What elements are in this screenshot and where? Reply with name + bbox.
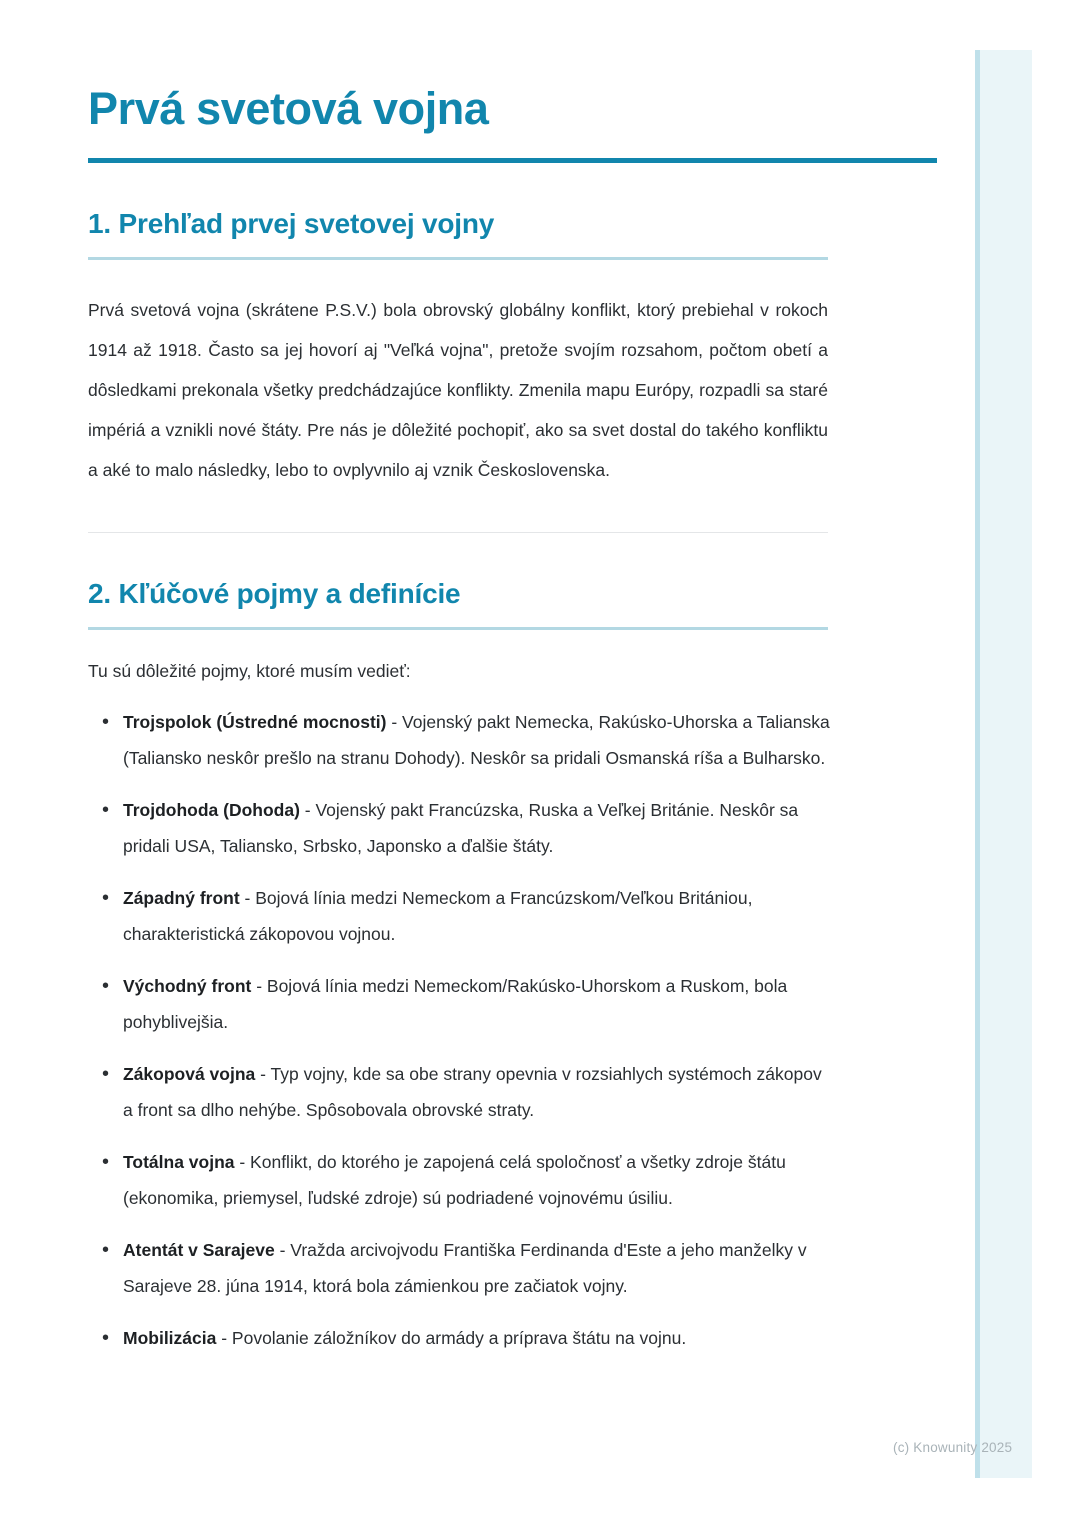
overview-paragraph: Prvá svetová vojna (skrátene P.S.V.) bola obrovský globálny konflikt, ktorý prebiehal v rokoch 1914 až 1918. Často sa jej hovorí aj "Veľká vojna", pretože svojím rozsahom, počtom obetí a dôsledkami prekonala všetky predchádzajúce konflikty. Zmenila mapu Európy, rozpadli sa staré impériá a vznikli nové štáty. Pre nás je dôležité pochopiť, ako sa svet dostal do takého konfliktu a aké to malo následky, lebo to ovplyvnilo aj vznik Československa.: [88, 299, 828, 480]
page-title: Prvá svetová vojna: [88, 83, 489, 134]
list-item: [88, 1232, 833, 1304]
key-terms-list: [88, 704, 833, 1356]
section-overview: [88, 207, 848, 490]
term-name: Mobilizácia: [123, 1327, 217, 1348]
list-item: [88, 704, 833, 776]
list-item: [88, 1144, 833, 1216]
list-item: [88, 968, 833, 1040]
term-definition: - Konflikt, do ktorého je zapojená celá spoločnosť a všetky zdroje štátu (ekonomika, priemysel, ľudské zdroje) sú podriadené vojnovému úsiliu.: [123, 1151, 786, 1208]
term-name: Trojdohoda (Dohoda): [123, 799, 300, 820]
term-definition: - Povolanie záložníkov do armády a príprava štátu na vojnu.: [216, 1327, 687, 1348]
term-name: Zákopová vojna: [123, 1063, 256, 1084]
list-item: [88, 1320, 833, 1356]
section-key-terms: [88, 577, 848, 1356]
document-content: [88, 84, 848, 1372]
term-definition: - Vražda arcivojvodu Františka Ferdinanda d'Este a jeho manželky v Sarajeve 28. júna 1914, ktorá bola zámienkou pre začiatok vojny.: [123, 1239, 807, 1296]
decorative-edge-strip: [975, 50, 1032, 1478]
term-definition: - Bojová línia medzi Nemeckom/Rakúsko-Uhorskom a Ruskom, bola pohyblivejšia.: [123, 975, 788, 1032]
term-name: Západný front: [123, 887, 240, 908]
term-definition: - Vojenský pakt Francúzska, Ruska a Veľkej Británie. Neskôr sa pridali USA, Taliansko, Srbsko, Japonsko a ďalšie štáty.: [123, 799, 799, 856]
section-heading-rule-2: [88, 627, 828, 630]
term-name: Atentát v Sarajeve: [123, 1239, 275, 1260]
section-divider: [88, 532, 828, 533]
list-item: [88, 792, 833, 864]
decorative-edge-bar: [975, 50, 980, 1478]
term-name: Totálna vojna: [123, 1151, 235, 1172]
section-heading-rule-1: [88, 257, 828, 260]
section-heading-1: 1. Prehľad prvej svetovej vojny: [88, 208, 495, 240]
title-underline-rule: [88, 158, 937, 163]
list-item: [88, 880, 833, 952]
term-definition: - Vojenský pakt Nemecka, Rakúsko-Uhorska a Talianska (Taliansko neskôr prešlo na stranu Dohody). Neskôr sa pridali Osmanská ríša a Bulharsko.: [123, 711, 830, 768]
section-heading-2: 2. Kľúčové pojmy a definície: [88, 577, 461, 609]
key-terms-lead-in: Tu sú dôležité pojmy, ktoré musím vedieť:: [88, 660, 411, 681]
term-name: Trojspolok (Ústredné mocnosti): [123, 711, 387, 732]
term-definition: - Typ vojny, kde sa obe strany opevnia v rozsiahlych systémoch zákopov a front sa dlho nehýbe. Spôsobovala obrovské straty.: [123, 1063, 822, 1120]
watermark: (c) Knowunity 2025: [893, 1440, 1013, 1455]
term-name: Východný front: [123, 975, 252, 996]
term-definition: - Bojová línia medzi Nemeckom a Francúzskom/Veľkou Britániou, charakteristická zákopovou vojnou.: [123, 887, 753, 944]
list-item: [88, 1056, 833, 1128]
